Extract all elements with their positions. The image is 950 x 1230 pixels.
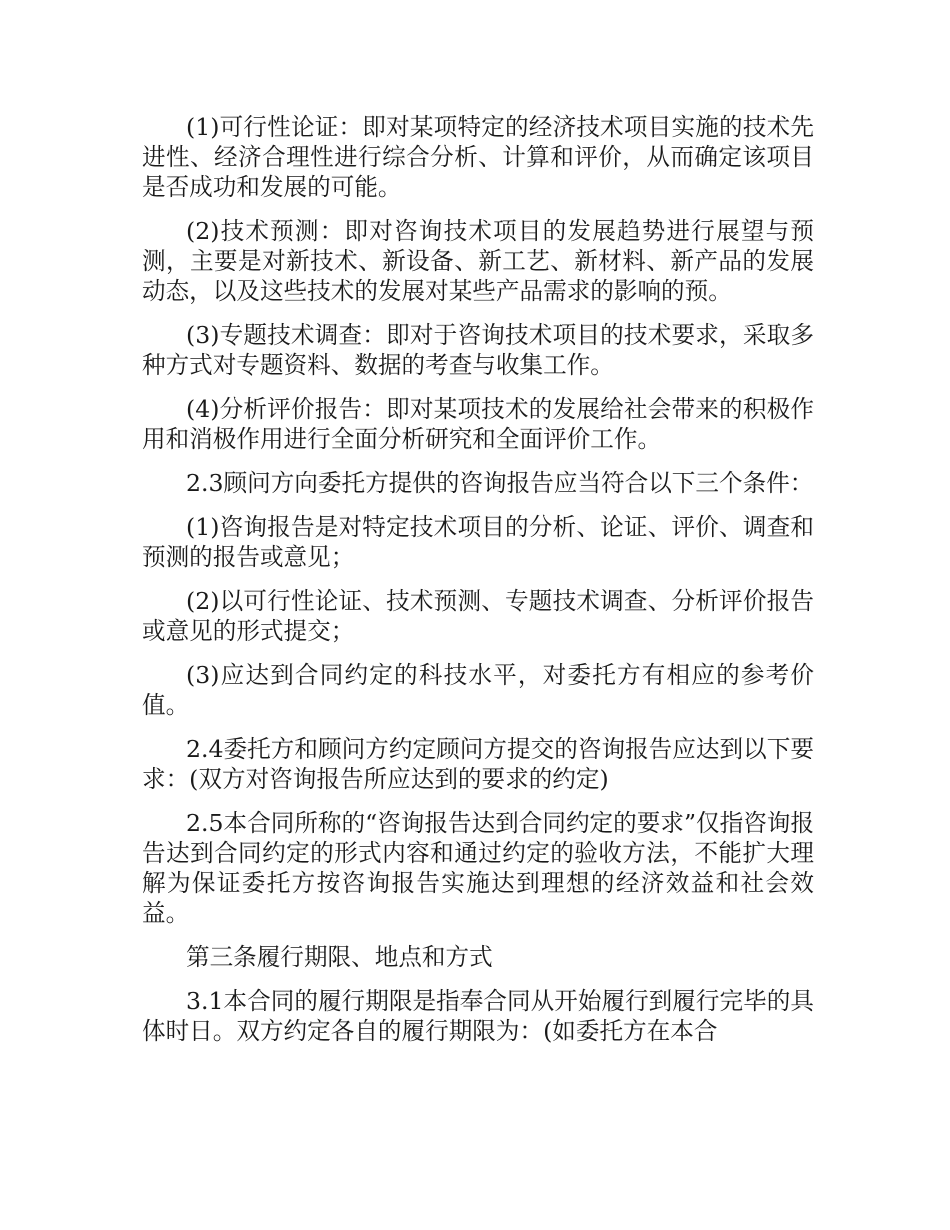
paragraph-tech-forecast: (2)技术预测：即对咨询技术项目的发展趋势进行展望与预测，主要是对新技术、新设备、新工艺、新材料、新产品的发展动态，以及这些技术的发展对某些产品需求的影响的预。 [142, 217, 814, 305]
clause-2-3: 2.3顾问方向委托方提供的咨询报告应当符合以下三个条件： [186, 469, 814, 497]
condition-1: (1)咨询报告是对特定技术项目的分析、论证、评价、调查和预测的报告或意见； [142, 513, 814, 571]
paragraph-analysis-report: (4)分析评价报告：即对某项技术的发展给社会带来的积极作用和消极作用进行全面分析研究和全面评价工作。 [142, 395, 814, 453]
article-3-heading: 第三条履行期限、地点和方式 [186, 943, 493, 971]
condition-2: (2)以可行性论证、技术预测、专题技术调查、分析评价报告或意见的形式提交； [142, 587, 814, 645]
condition-3: (3)应达到合同约定的科技水平，对委托方有相应的参考价值。 [142, 661, 814, 719]
clause-3-1: 3.1本合同的履行期限是指奉合同从开始履行到履行完毕的具体时日。双方约定各自的履行期限为：(如委托方在本合 [142, 987, 814, 1045]
paragraph-special-survey: (3)专题技术调查：即对于咨询技术项目的技术要求，采取多种方式对专题资料、数据的考查与收集工作。 [142, 321, 814, 379]
document-body [142, 112, 814, 1060]
clause-2-5: 2.5本合同所称的“咨询报告达到合同约定的要求”仅指咨询报告达到合同约定的形式内容和通过约定的验收方法，不能扩大理解为保证委托方按咨询报告实施达到理想的经济效益和社会效益。 [142, 809, 814, 927]
paragraph-feasibility: (1)可行性论证：即对某项特定的经济技术项目实施的技术先进性、经济合理性进行综合分析、计算和评价，从而确定该项目是否成功和发展的可能。 [142, 113, 814, 201]
clause-2-4: 2.4委托方和顾问方约定顾问方提交的咨询报告应达到以下要求：(双方对咨询报告所应达到的要求的约定) [142, 735, 814, 793]
